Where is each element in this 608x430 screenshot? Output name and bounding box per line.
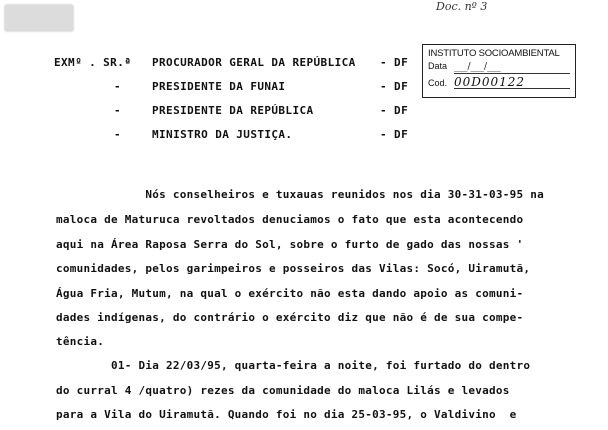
addressee-dest-3: - DF xyxy=(380,104,409,117)
body-line-10: para a Vila do Uiramutã. Quando foi no dia 25-03-95, o Valdivino e xyxy=(56,408,517,421)
addressee-dest-2: - DF xyxy=(380,80,409,93)
addressee-dest-1: - DF xyxy=(380,56,409,69)
body-line-9: do curral 4 /quatro) rezes da comunidade do maloca Lilás e levados xyxy=(56,384,510,397)
addressee-name-4: MINISTRO DA JUSTIÇA. xyxy=(152,128,293,141)
stamp-code-value: 00D00122 xyxy=(454,76,570,89)
addressee-name-3: PRESIDENTE DA REPÚBLICA xyxy=(152,104,314,117)
body-line-8: 01- Dia 22/03/95, quarta-feira a noite, foi furtado do dentro xyxy=(56,359,531,372)
stamp-date-row xyxy=(428,61,570,74)
body-line-4: comunidades, pelos garimpeiros e posseiros das Vilas: Socó, Uiramutã, xyxy=(56,262,531,275)
stamp-title: INSTITUTO SOCIOAMBIENTAL xyxy=(428,48,560,59)
stamp-date-label: Data xyxy=(428,61,448,71)
corner-scan-mark xyxy=(4,4,74,32)
addressee-prefix: EXMº . SR.ª xyxy=(54,56,132,69)
addressee-dest-4: - DF xyxy=(380,128,409,141)
stamp-date-value: ___/___/___ xyxy=(454,61,570,74)
addressee-dash-4: - xyxy=(114,128,122,141)
body-line-3: aqui na Área Raposa Serra do Sol, sobre o furto de gado das nossas ' xyxy=(56,238,524,251)
body-line-1: Nós conselheiros e tuxauas reunidos nos dia 30-31-03-95 na xyxy=(56,188,544,201)
stamp-code-label: Cod. xyxy=(428,78,448,88)
body-line-7: tência. xyxy=(56,335,105,348)
body-line-6: dades indígenas, do contrário o exército diz que não é de sua compe- xyxy=(56,311,524,324)
document-number-annotation: Doc. nº 3 xyxy=(436,0,488,13)
addressee-name-1: PROCURADOR GERAL DA REPÚBLICA xyxy=(152,56,356,69)
addressee-name-2: PRESIDENTE DA FUNAI xyxy=(152,80,286,93)
addressee-dash-2: - xyxy=(114,80,122,93)
body-line-5: Água Fria, Mutum, na qual o exército não esta dando apoio as comuni- xyxy=(56,287,524,300)
body-line-2: maloca de Maturuca revoltados denuciamos o fato que esta acontecendo xyxy=(56,213,524,226)
institution-stamp xyxy=(422,44,576,98)
addressee-dash-3: - xyxy=(114,104,122,117)
stamp-code-row xyxy=(428,76,570,89)
